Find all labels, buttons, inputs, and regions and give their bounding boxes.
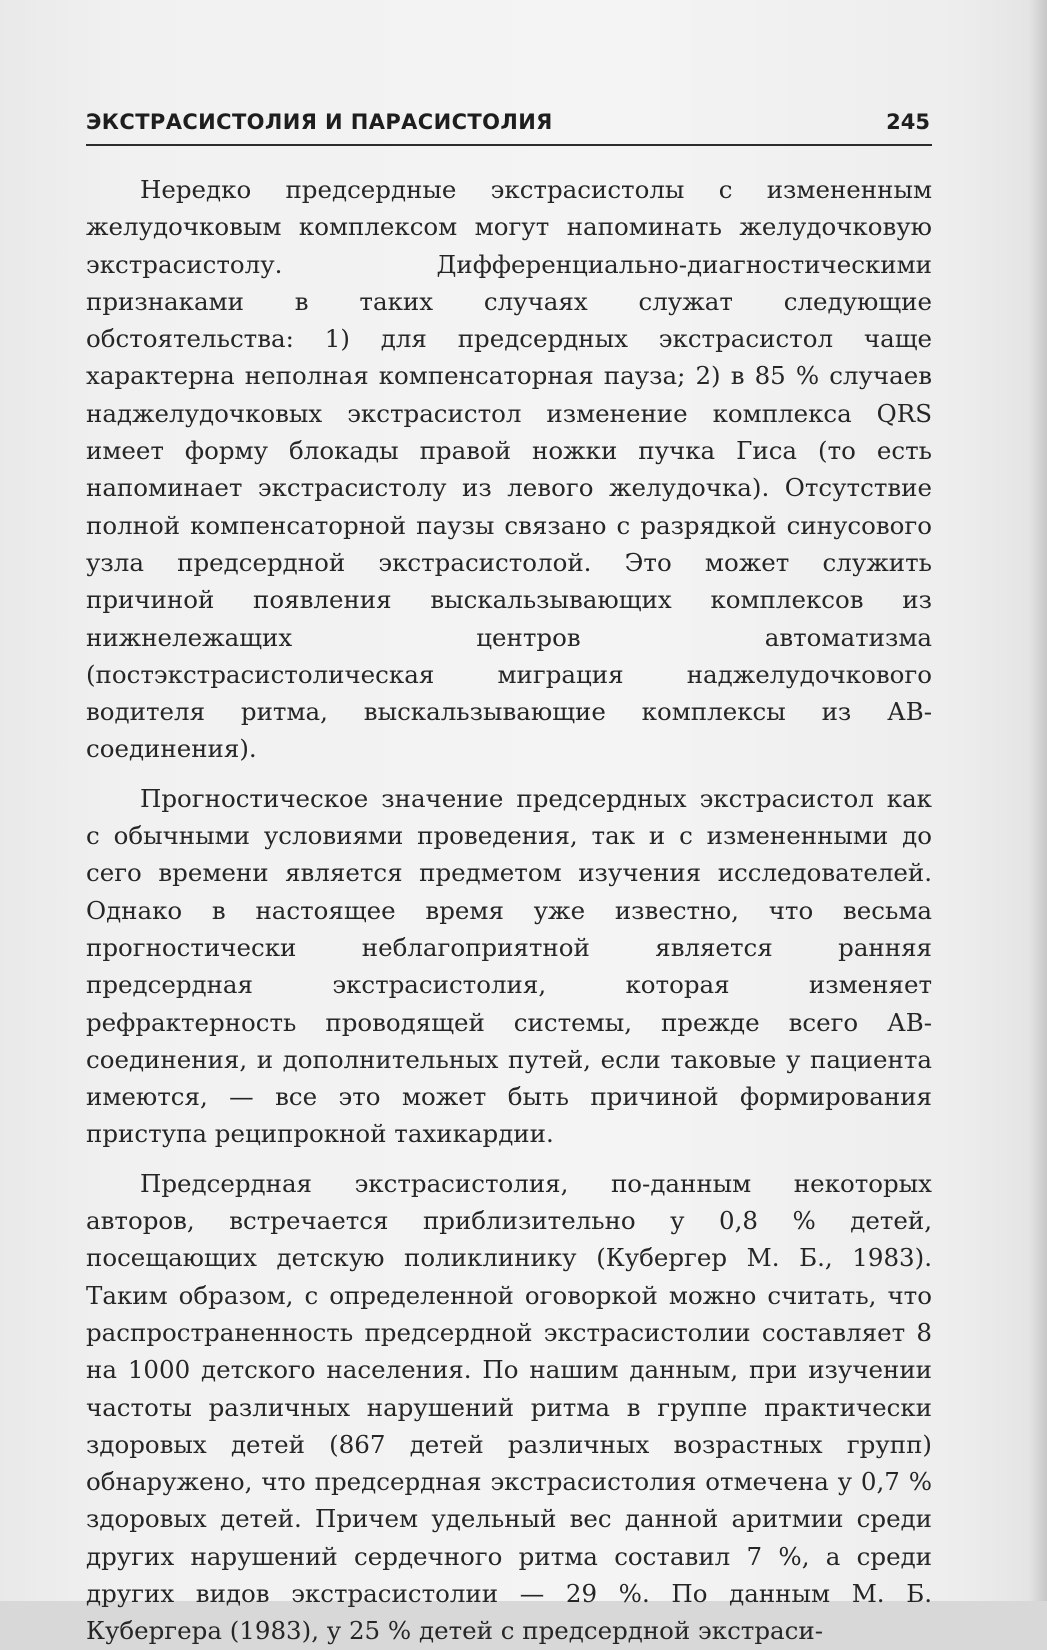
body-text: [86, 171, 932, 1650]
page-edge-shadow: [1029, 0, 1047, 1601]
running-title: ЭКСТРАСИСТОЛИЯ И ПАРАСИСТОЛИЯ: [86, 110, 553, 134]
paragraph-prognostic-value: Прогностическое значение предсердных экстрасистол как с обычными условиями проведения, так и с измененными до сего времени является предметом изучения исследователей. Однако в настоящее время уже известно, что весьма прогностически неблагоприятной является ранняя предсердная экстрасистолия, которая изменяет рефрактерность проводящей системы, прежде всего АВ-соединения, и дополнительных путей, если таковые у пациента имеются, — все это может быть причиной формирования приступа реципрокной тахикардии.: [86, 783, 932, 1149]
paragraph-prevalence: Предсердная экстрасистолия, по-данным некоторых авторов, встречается приблизительно у 0,8 % детей, посещающих детскую поликлинику (Кубергер М. Б., 1983). Таким образом, с определенной оговоркой можно считать, что распространенность предсердной экстрасистолии составляет 8 на 1000 детского населения. По нашим данным, при изучении частоты различных нарушений ритма в группе практически здоровых детей (867 детей различных возрастных групп) обнаружено, что предсердная экстрасистолия отмечена у 0,7 % здоровых детей. Причем удельный вес данной аритмии среди других нарушений сердечного ритма составил 7 %, а среди других видов экстрасистолии — 29 %. По данным М. Б. Кубергера (1983), у 25 % детей с предсердной экстраси-: [86, 1168, 932, 1646]
running-header: [86, 104, 932, 146]
paragraph-differential-diagnosis: Нередко предсердные экстрасистолы с измененным желудочковым комплексом могут напоминать желудочковую экстрасистолу. Дифференциально-диагностическими признаками в таких случаях служат следующие обстоятельства: 1) для предсердных экстрасистол чаще характерна неполная компенсаторная пауза; 2) в 85 % случаев наджелудочковых экстрасистол изменение комплекса QRS имеет форму блокады правой ножки пучка Гиса (то есть напоминает экстрасистолу из левого желудочка). Отсутствие полной компенсаторной паузы связано с разрядкой синусового узла предсердной экстрасистолой. Это может служить причиной появления выскальзывающих комплексов из нижнележащих центров автоматизма (постэкстрасистолическая миграция наджелудочкового водителя ритма, выскальзывающие комплексы из АВ-соединения).: [86, 175, 932, 764]
page-number: 245: [886, 110, 930, 134]
